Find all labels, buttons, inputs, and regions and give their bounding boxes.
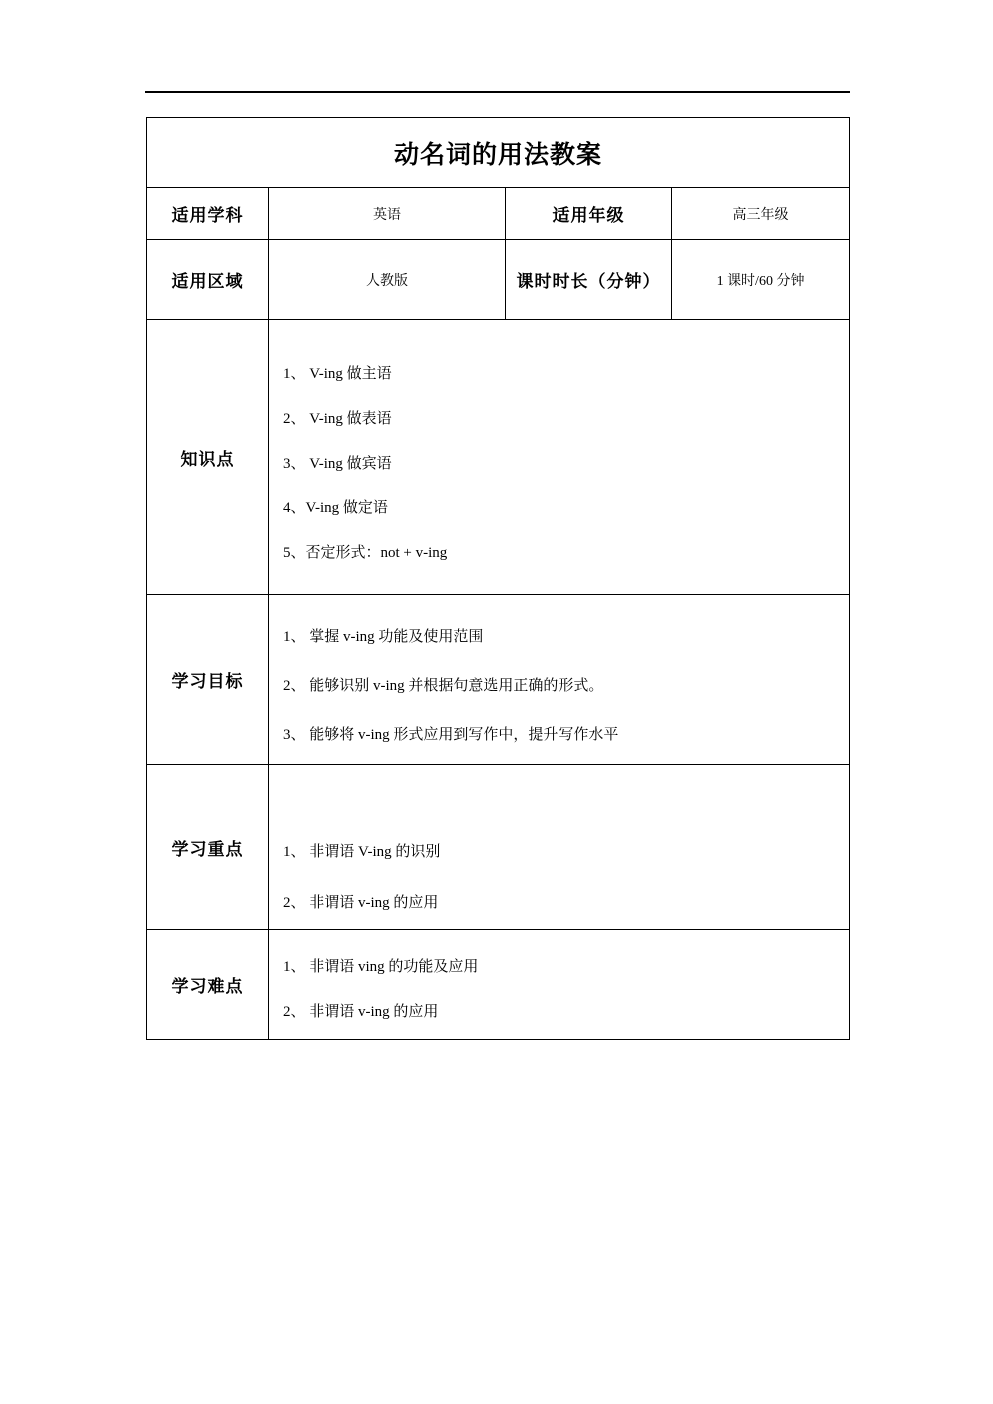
list-item: 5、否定形式：not + v-ing [283, 545, 448, 562]
title-cell [147, 118, 850, 188]
label-grade: 适用年级 [506, 188, 672, 240]
label-knowledge-points: 知识点 [147, 320, 269, 595]
key-points-list [269, 781, 849, 913]
table-row-difficult-points [147, 930, 850, 1040]
table-row-key-points [147, 765, 850, 930]
list-item: 1、 非谓语 V-ing 的识别 [283, 844, 441, 861]
list-item: 2、 非谓语 v-ing 的应用 [283, 895, 439, 911]
list-item: 1、 掌握 v-ing 功能及使用范围 [283, 629, 484, 646]
knowledge-points-list [269, 351, 849, 563]
label-subject: 适用学科 [147, 188, 269, 240]
label-region: 适用区域 [147, 240, 269, 320]
label-key-points: 学习重点 [147, 765, 269, 930]
label-duration: 课时时长（分钟） [506, 240, 672, 320]
list-item: 3、 能够将 v-ing 形式应用到写作中，提升写作水平 [283, 726, 619, 743]
list-item: 4、V-ing 做定语 [283, 500, 388, 517]
list-item: 2、 非谓语 v-ing 的应用 [283, 1003, 439, 1020]
value-grade: 高三年级 [672, 188, 850, 240]
list-item: 1、 非谓语 ving 的功能及应用 [283, 958, 479, 975]
label-difficult-points: 学习难点 [147, 930, 269, 1040]
table-row-region [147, 240, 850, 320]
page-title: 动名词的用法教案 [394, 141, 603, 169]
difficult-points-list [269, 948, 849, 1022]
value-subject: 英语 [269, 188, 506, 240]
list-item: 2、 V-ing 做表语 [283, 410, 392, 427]
learning-goals-list [269, 614, 849, 744]
lesson-plan-table [146, 117, 850, 1040]
value-region: 人教版 [269, 240, 506, 320]
content-knowledge-points [269, 320, 850, 595]
table-row-subject [147, 188, 850, 240]
header-rule [145, 91, 850, 93]
content-key-points [269, 765, 850, 930]
table-row-knowledge-points [147, 320, 850, 595]
value-duration: 1 课时/60 分钟 [672, 240, 850, 320]
content-difficult-points [269, 930, 850, 1040]
content-learning-goals [269, 595, 850, 765]
list-item: 3、 V-ing 做宾语 [283, 455, 392, 472]
table-row-learning-goals [147, 595, 850, 765]
list-item: 2、 能够识别 v-ing 并根据句意选用正确的形式。 [283, 678, 604, 695]
label-learning-goals: 学习目标 [147, 595, 269, 765]
table-row-title [147, 118, 850, 188]
list-item: 1、 V-ing 做主语 [283, 366, 392, 383]
